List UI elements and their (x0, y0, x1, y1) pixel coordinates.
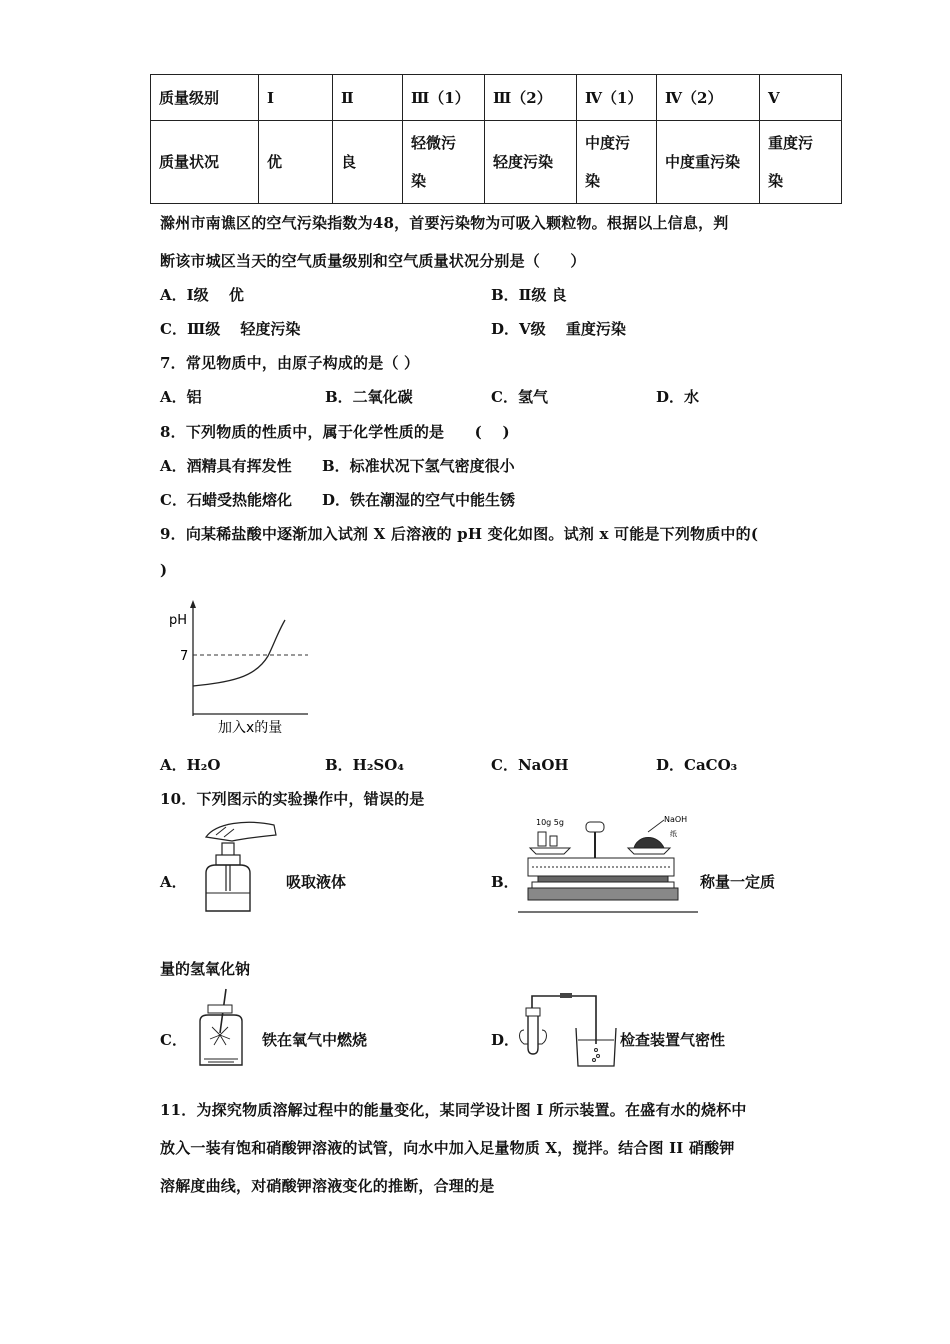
table-cell (403, 121, 485, 204)
table-row-status (151, 121, 842, 204)
table-cell (760, 121, 842, 204)
cell-text: 轻微污染 (411, 134, 457, 190)
y-axis-arrow (190, 600, 196, 608)
q6-option-d[interactable]: D．Ⅴ级 重度污染 (491, 320, 626, 338)
table-header-level: 质量级别 (151, 75, 259, 121)
q9-option-a[interactable]: A．H₂O (160, 756, 221, 774)
q9-text-line2: ) (160, 561, 168, 579)
table-cell: 优 (259, 121, 333, 204)
q10-option-d-letter[interactable]: D． (491, 1031, 520, 1049)
q8-option-d[interactable]: D．铁在潮湿的空气中能生锈 (322, 491, 516, 509)
iron-burning-illustration (192, 987, 250, 1075)
table-cell: Ⅱ (333, 75, 403, 121)
naoh-label: NaOH (664, 815, 688, 824)
table-cell: Ⅴ (760, 75, 842, 121)
table-cell: 良 (333, 121, 403, 204)
q10-option-a-letter[interactable]: A． (160, 873, 187, 891)
q10-option-c-letter[interactable]: C． (160, 1031, 187, 1049)
q10-option-b-letter[interactable]: B． (491, 873, 519, 891)
q6-option-a[interactable]: A．Ⅰ级 优 (160, 286, 244, 304)
table-cell: Ⅲ（1） (403, 75, 485, 121)
q7-option-c[interactable]: C．氢气 (491, 388, 548, 406)
q10-option-b-text: 称量一定质 (700, 873, 776, 891)
q8-option-a[interactable]: A．酒精具有挥发性 (160, 457, 292, 475)
q8-option-c[interactable]: C．石蜡受热能熔化 (160, 491, 292, 509)
table-cell: 轻度污染 (485, 121, 577, 204)
table-header-status: 质量状况 (151, 121, 259, 204)
q8-text: 8．下列物质的性质中，属于化学性质的是 ( ) (160, 423, 510, 441)
table-cell: 中度重污染 (657, 121, 760, 204)
paper-label: 纸 (670, 830, 677, 838)
ph7-tick-label: 7 (180, 649, 189, 664)
q10-text: 10．下列图示的实验操作中，错误的是 (160, 790, 425, 808)
cell-text: 中度污染 (585, 134, 631, 190)
air-quality-table (150, 74, 842, 204)
table-cell: Ⅳ（1） (577, 75, 657, 121)
ph-curve (193, 620, 285, 686)
q9-option-d[interactable]: D．CaCO₃ (656, 756, 738, 774)
x-axis-label: 加入x的量 (218, 720, 283, 736)
table-cell (577, 121, 657, 204)
q6-text-line2: 断该市城区当天的空气质量级别和空气质量状况分别是（ ） (160, 252, 586, 270)
q10-option-b-text-cont: 量的氢氧化钠 (160, 960, 251, 978)
q9-option-c[interactable]: C．NaOH (491, 756, 569, 774)
q10-option-d-text: 检查装置气密性 (620, 1031, 726, 1049)
q7-option-b[interactable]: B．二氧化碳 (325, 388, 413, 406)
q6-option-b[interactable]: B．Ⅱ级 良 (491, 286, 567, 304)
dropper-illustration (196, 815, 282, 917)
table-cell: Ⅳ（2） (657, 75, 760, 121)
table-cell: Ⅲ（2） (485, 75, 577, 121)
balance-illustration (518, 812, 700, 916)
q8-option-b[interactable]: B．标准状况下氢气密度很小 (322, 457, 515, 475)
ph-graph (160, 598, 320, 738)
q7-text: 7．常见物质中，由原子构成的是（ ） (160, 354, 420, 372)
q9-text-line1: 9．向某稀盐酸中逐渐加入试剂 X 后溶液的 pH 变化如图。试剂 x 可能是下列物质中的( (160, 525, 759, 543)
q7-option-d[interactable]: D．水 (656, 388, 700, 406)
q7-option-a[interactable]: A．铝 (160, 388, 202, 406)
airtightness-illustration (518, 990, 618, 1070)
q6-option-c[interactable]: C．Ⅲ级 轻度污染 (160, 320, 301, 338)
q9-option-b[interactable]: B．H₂SO₄ (325, 756, 404, 774)
q11-text-line3: 溶解度曲线，对硝酸钾溶液变化的推断，合理的是 (160, 1177, 495, 1195)
q6-text-line1: 滁州市南谯区的空气污染指数为48，首要污染物为可吸入颗粒物。根据以上信息，判 (160, 214, 729, 232)
q11-text-line2: 放入一装有饱和硝酸钾溶液的试管，向水中加入足量物质 X，搅拌。结合图 II 硝酸钾 (160, 1139, 735, 1157)
weights-label: 10g 5g (536, 818, 564, 827)
table-cell: Ⅰ (259, 75, 333, 121)
table-row-level (151, 75, 842, 121)
cell-text: 重度污染 (768, 134, 814, 190)
q11-text-line1: 11．为探究物质溶解过程中的能量变化，某同学设计图 I 所示装置。在盛有水的烧杯中 (160, 1101, 747, 1119)
q10-option-a-text: 吸取液体 (286, 873, 347, 891)
y-axis-label: pH (169, 613, 188, 628)
q10-option-c-text: 铁在氧气中燃烧 (262, 1031, 368, 1049)
